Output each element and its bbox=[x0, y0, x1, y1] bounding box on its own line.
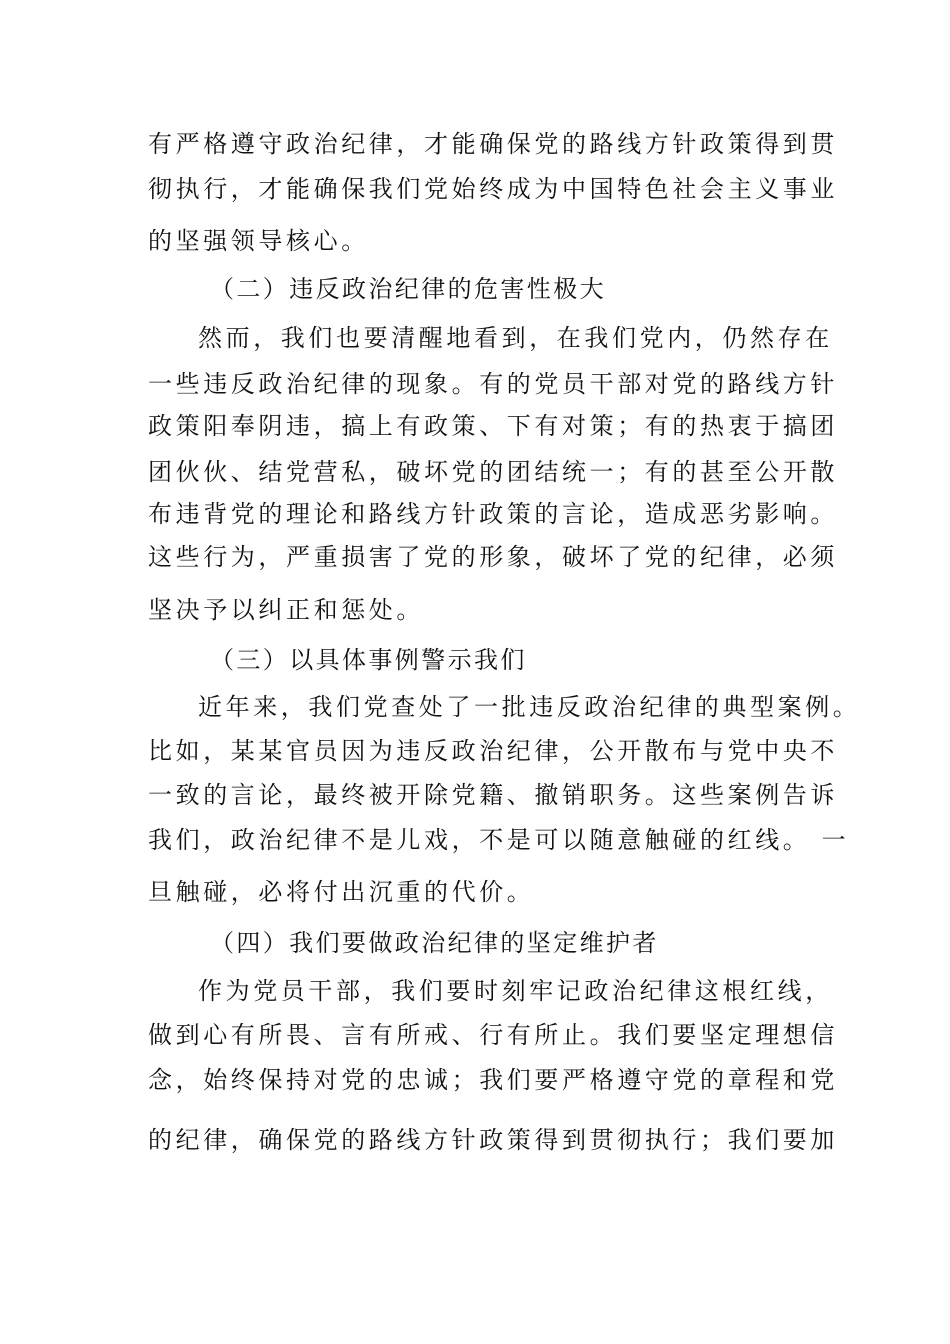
body-line: 团伙伙、结党营私，破坏党的团结统一；有的甚至公开散 bbox=[148, 458, 838, 486]
body-line: 一些违反政治纪律的现象。有的党员干部对党的路线方针 bbox=[148, 370, 838, 398]
body-line: 旦触碰，必将付出沉重的代价。 bbox=[148, 878, 535, 906]
body-line: 政策阳奉阴违，搞上有政策、下有对策；有的热衷于搞团 bbox=[148, 412, 838, 440]
body-line: 我们，政治纪律不是儿戏，不是可以随意触碰的红线。 一 bbox=[148, 826, 850, 854]
body-line: 布违背党的理论和路线方针政策的言论，造成恶劣影响。 bbox=[148, 500, 838, 528]
body-line: 的纪律，确保党的路线方针政策得到贯彻执行；我们要加 bbox=[148, 1126, 838, 1154]
body-line: 彻执行，才能确保我们党始终成为中国特色社会主义事业 bbox=[148, 175, 838, 203]
body-line: 近年来，我们党查处了一批违反政治纪律的典型案例。 bbox=[198, 693, 861, 721]
body-line: 念，始终保持对党的忠诚；我们要严格遵守党的章程和党 bbox=[148, 1066, 838, 1094]
body-line: 坚决予以纠正和惩处。 bbox=[148, 596, 424, 624]
body-line: 这些行为，严重损害了党的形象，破坏了党的纪律，必须 bbox=[148, 543, 838, 571]
body-line: 一致的言论，最终被开除党籍、撤销职务。这些案例告诉 bbox=[148, 781, 838, 809]
body-line: 然而，我们也要清醒地看到，在我们党内，仍然存在 bbox=[198, 324, 833, 352]
body-line: 作为党员干部，我们要时刻牢记政治纪律这根红线， bbox=[198, 977, 833, 1005]
section-heading-4: （四）我们要做政治纪律的坚定维护者 bbox=[210, 929, 659, 957]
body-line: 有严格遵守政治纪律，才能确保党的路线方针政策得到贯 bbox=[148, 130, 838, 158]
section-heading-2: （二）违反政治纪律的危害性极大 bbox=[210, 275, 606, 303]
body-line: 比如，某某官员因为违反政治纪律，公开散布与党中央不 bbox=[148, 737, 838, 765]
body-line: 的坚强领导核心。 bbox=[148, 227, 369, 255]
section-heading-3: （三）以具体事例警示我们 bbox=[210, 646, 527, 674]
body-line: 做到心有所畏、言有所戒、行有所止。我们要坚定理想信 bbox=[148, 1021, 838, 1049]
